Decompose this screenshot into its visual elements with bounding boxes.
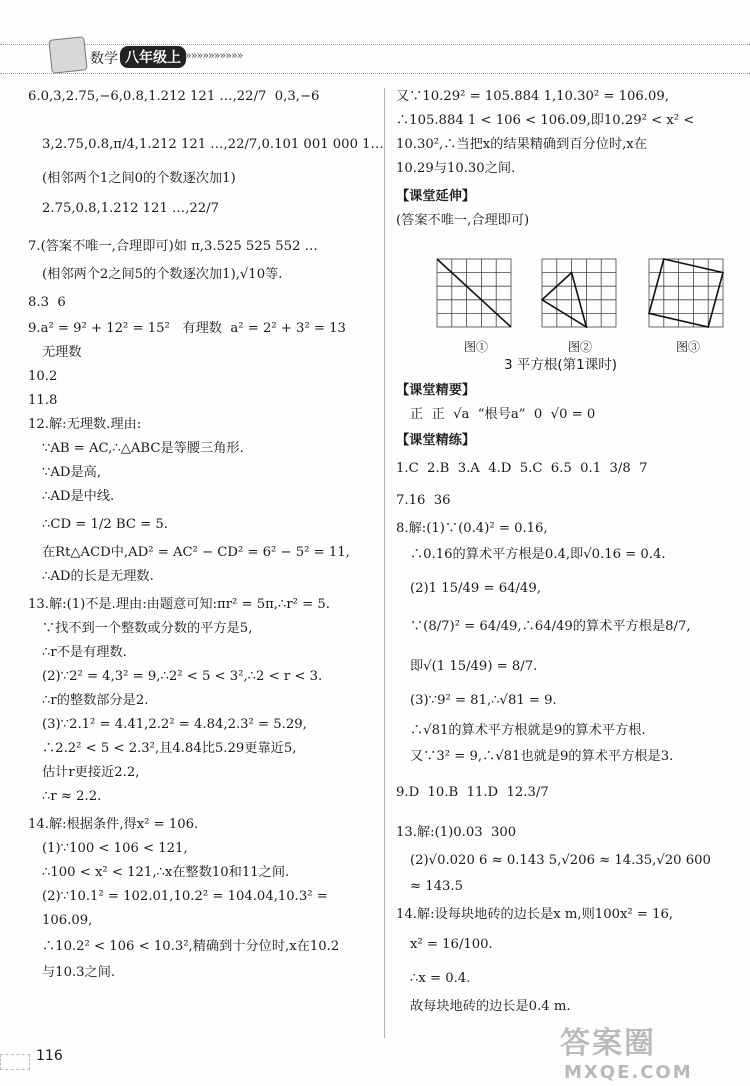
answer-line: ≈ 143.5 xyxy=(410,879,463,894)
grid-figure-2 xyxy=(541,258,617,328)
answer-line: ∵AB = AC,∴△ABC是等腰三角形. xyxy=(42,441,244,456)
answer-line: 无理数 xyxy=(42,345,82,360)
answer-line: 又∵3² = 9,∴√81也就是9的算术平方根是3. xyxy=(410,749,674,764)
answer-line: ∵AD是高, xyxy=(42,465,102,480)
section-heading: 【课堂延伸】 xyxy=(396,189,476,204)
answer-line: 10.2 xyxy=(28,369,58,384)
figure-caption: 图① xyxy=(464,340,489,354)
grid-figure-1 xyxy=(436,258,512,328)
answer-line: 106.09, xyxy=(42,913,93,928)
answer-line: 14.解:根据条件,得x² = 106. xyxy=(28,817,199,832)
answer-line: 故每块地砖的边长是0.4 m. xyxy=(410,999,571,1014)
answer-line: ∴0.16的算术平方根是0.4,即√0.16 = 0.4. xyxy=(410,547,666,562)
answer-line: 13.解:(1)不是.理由:由题意可知:πr² = 5π,∴r² = 5. xyxy=(28,597,330,612)
answer-line: 3,2.75,0.8,π/4,1.212 121 …,22/7,0.101 001 000 1… xyxy=(42,137,384,152)
answer-line: 8.解:(1)∵(0.4)² = 0.16, xyxy=(396,521,548,536)
answer-line: ∴x = 0.4. xyxy=(410,971,471,986)
answer-line: (答案不唯一,合理即可) xyxy=(396,213,530,228)
answer-line: ∴100 < x² < 121,∴x在整数10和11之间. xyxy=(42,865,290,880)
watermark-url: MXQE.COM xyxy=(564,1062,693,1083)
column-divider xyxy=(384,88,385,1038)
answer-line: 6.0,3,2.75,−6,0.8,1.212 121 …,22/7 0,3,−6 xyxy=(28,89,320,104)
page-header xyxy=(0,0,750,80)
answer-line: x² = 16/100. xyxy=(410,937,493,952)
figure-caption: 图③ xyxy=(676,340,701,354)
answer-line: 7.16 36 xyxy=(396,493,451,508)
answer-line: 8.3 6 xyxy=(28,295,66,310)
answer-line: (2)∵2² = 4,3² = 9,∴2² < 5 < 3²,∴2 < r < 3. xyxy=(42,669,323,684)
corner-mark xyxy=(0,1054,30,1070)
answer-line: ∴10.2² < 106 < 10.3²,精确到十分位时,x在10.2 xyxy=(42,939,340,954)
answer-line: ∴r不是有理数. xyxy=(42,645,127,660)
figure-caption: 图② xyxy=(568,340,593,354)
answer-line: 9.D 10.B 11.D 12.3/7 xyxy=(396,785,549,800)
answer-line: 10.30²,∴当把x的结果精确到百分位时,x在 xyxy=(396,137,647,152)
answer-line: 又∵10.29² = 105.884 1,10.30² = 106.09, xyxy=(396,89,669,104)
answer-line: 与10.3之间. xyxy=(42,965,116,980)
answer-line: (2)1 15/49 = 64/49, xyxy=(410,581,541,596)
grid-figure-3 xyxy=(648,258,724,328)
answer-line: ∴√81的算术平方根就是9的算术平方根. xyxy=(410,723,646,738)
answer-line: (3)∵9² = 81,∴√81 = 9. xyxy=(410,693,557,708)
answer-line: ∴CD = 1/2 BC = 5. xyxy=(42,517,168,532)
answer-line: ∴r ≈ 2.2. xyxy=(42,789,102,804)
answer-line: (3)∵2.1² = 4.41,2.2² = 4.84,2.3² = 5.29, xyxy=(42,717,307,732)
answer-line: ∴r的整数部分是2. xyxy=(42,693,149,708)
section-heading: 【课堂精练】 xyxy=(396,433,476,448)
answer-line: 13.解:(1)0.03 300 xyxy=(396,825,517,840)
answer-line: (相邻两个1之间0的个数逐次加1) xyxy=(42,171,236,186)
watermark-logo xyxy=(560,1018,740,1083)
answer-line: ∵找不到一个整数或分数的平方是5, xyxy=(42,621,253,636)
subject-label: 数学 xyxy=(90,51,118,67)
answer-line: 估计r更接近2.2, xyxy=(42,765,140,780)
answer-line: 7.(答案不唯一,合理即可)如 π,3.525 525 552 … xyxy=(28,239,318,254)
answer-line: (2)√0.020 6 ≈ 0.143 5,√206 ≈ 14.35,√20 600 xyxy=(410,853,711,868)
page-number: 116 xyxy=(36,1048,63,1064)
answer-line: 11.8 xyxy=(28,393,58,408)
header-arrows: »»»»»»»»»» xyxy=(185,49,243,62)
section-heading: 【课堂精要】 xyxy=(396,383,476,398)
answer-line: 正 正 √a “根号a” 0 √0 = 0 xyxy=(410,407,596,422)
grade-badge: 八年级上 xyxy=(120,46,186,68)
answer-line: ∴105.884 1 < 106 < 106.09,即10.29² < x² < xyxy=(396,113,695,128)
answer-line: ∵(8/7)² = 64/49,∴64/49的算术平方根是8/7, xyxy=(410,619,691,634)
answer-line: 12.解:无理数.理由: xyxy=(28,417,142,432)
answer-line: 即√(1 15/49) = 8/7. xyxy=(410,659,538,674)
answer-line: 2.75,0.8,1.212 121 …,22/7 xyxy=(42,201,220,216)
answer-line: 14.解:设每块地砖的边长是x m,则100x² = 16, xyxy=(396,907,674,922)
answer-line: ∴AD是中线. xyxy=(42,489,115,504)
watermark-text: 答案圈 xyxy=(560,1026,656,1061)
answer-line: (1)∵100 < 106 < 121, xyxy=(42,841,188,856)
answer-line: (2)∵10.1² = 102.01,10.2² = 104.04,10.3² = xyxy=(42,889,328,904)
answer-line: ∴2.2² < 5 < 2.3²,且4.84比5.29更靠近5, xyxy=(42,741,297,756)
section-title: 3 平方根(第1课时) xyxy=(504,357,618,373)
answer-line: ∴AD的长是无理数. xyxy=(42,569,154,584)
answer-line: 10.29与10.30之间. xyxy=(396,161,516,176)
answer-line: 在Rt△ACD中,AD² = AC² − CD² = 6² − 5² = 11, xyxy=(42,545,350,560)
answer-line: 1.C 2.B 3.A 4.D 5.C 6.5 0.1 3/8 7 xyxy=(396,461,648,476)
book-logo-icon xyxy=(48,36,87,74)
grid-figures xyxy=(436,258,726,354)
answer-line: 9.a² = 9² + 12² = 15² 有理数 a² = 2² + 3² = 13 xyxy=(28,321,346,336)
answer-line: (相邻两个2之间5的个数逐次加1),√10等. xyxy=(42,267,283,282)
